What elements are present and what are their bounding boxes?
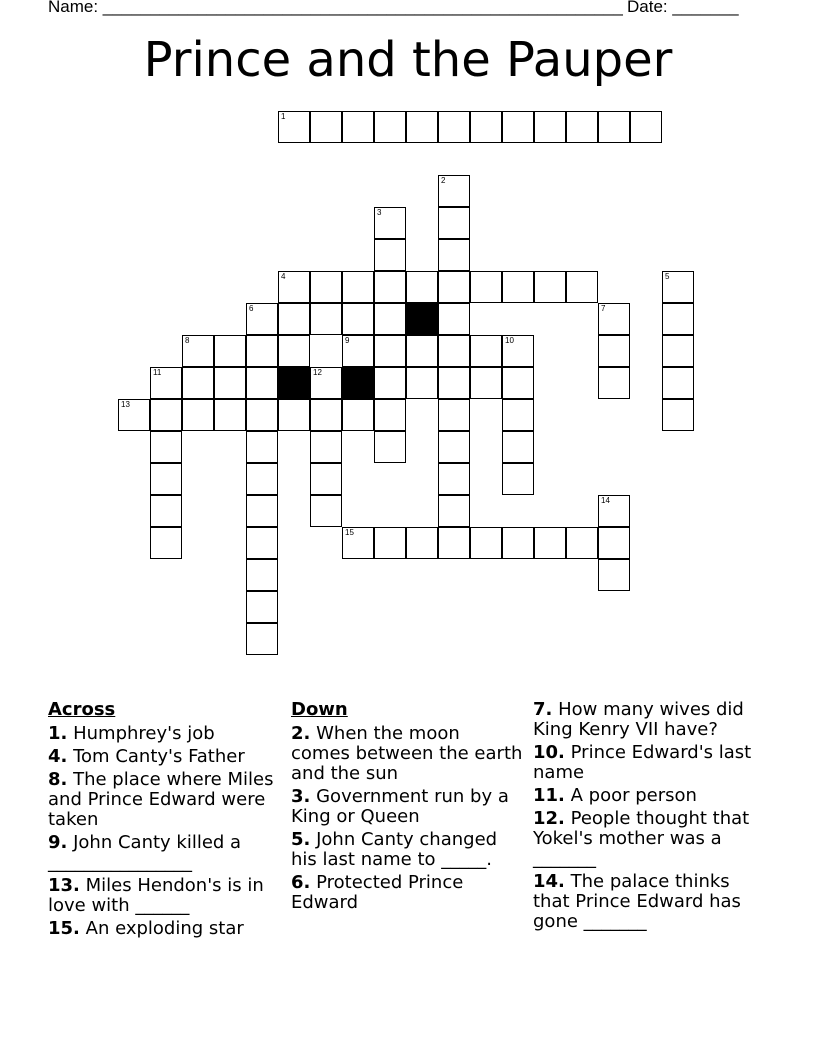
grid-cell[interactable]: [150, 463, 182, 495]
date-field[interactable]: Date: _______: [627, 0, 739, 16]
grid-cell[interactable]: [246, 367, 278, 399]
clue-number-label: 15: [345, 528, 354, 537]
grid-cell[interactable]: [246, 559, 278, 591]
clue-text: John Canty changed his last name to _____.: [291, 829, 498, 870]
grid-cell[interactable]: [502, 463, 534, 495]
grid-cell[interactable]: [310, 463, 342, 495]
grid-cell[interactable]: [150, 367, 182, 399]
grid-cell[interactable]: [534, 271, 566, 303]
grid-cell[interactable]: [374, 399, 406, 431]
clue-number-label: 12: [313, 368, 322, 377]
grid-cell[interactable]: [406, 335, 438, 367]
clue-text: When the moon comes between the earth and the sun: [291, 723, 523, 784]
clue-number-label: 3: [377, 208, 382, 217]
clue-text: Protected Prince Edward: [291, 872, 464, 913]
grid-cell[interactable]: [438, 527, 470, 559]
grid-cell[interactable]: [598, 303, 630, 335]
clue-number: 1.: [48, 723, 68, 744]
grid-cell[interactable]: [438, 111, 470, 143]
grid-cell[interactable]: [374, 431, 406, 463]
clue-number-label: 14: [601, 496, 610, 505]
grid-cell[interactable]: [470, 367, 502, 399]
grid-cell[interactable]: [598, 495, 630, 527]
clue-number: 15.: [48, 918, 80, 939]
grid-cell[interactable]: [246, 591, 278, 623]
grid-cell[interactable]: [310, 495, 342, 527]
grid-cell[interactable]: [278, 303, 310, 335]
clue-number: 10.: [533, 742, 565, 763]
clue-number: 6.: [291, 872, 311, 893]
grid-cell[interactable]: [310, 399, 342, 431]
grid-cell[interactable]: [246, 495, 278, 527]
clue-text: How many wives did King Kenry VII have?: [533, 699, 744, 740]
clues-column-1: [48, 700, 280, 942]
grid-cell[interactable]: [374, 239, 406, 271]
grid-cell[interactable]: [438, 463, 470, 495]
clue-number-label: 9: [345, 336, 350, 345]
grid-cell[interactable]: [470, 335, 502, 367]
clue: [291, 787, 523, 827]
clue-number: 4.: [48, 746, 68, 767]
grid-cell[interactable]: [502, 527, 534, 559]
grid-cell[interactable]: [470, 271, 502, 303]
grid-cell[interactable]: [438, 303, 470, 335]
grid-cell[interactable]: [438, 239, 470, 271]
grid-cell[interactable]: [374, 527, 406, 559]
clue: [48, 724, 280, 744]
clue: [291, 830, 523, 870]
clue: [48, 747, 280, 767]
puzzle-title: Prince and the Pauper: [143, 32, 673, 88]
grid-cell[interactable]: [662, 303, 694, 335]
clue-text: Humphrey's job: [73, 723, 215, 744]
grid-cell[interactable]: [310, 303, 342, 335]
clue-number-label: 5: [665, 272, 670, 281]
grid-cell[interactable]: [502, 111, 534, 143]
grid-cell[interactable]: [662, 335, 694, 367]
clue-number-label: 7: [601, 304, 606, 313]
grid-cell[interactable]: [374, 207, 406, 239]
grid-cell[interactable]: [534, 111, 566, 143]
grid-cell[interactable]: [374, 335, 406, 367]
grid-cell[interactable]: [502, 399, 534, 431]
grid-block: [278, 367, 310, 399]
clue-number-label: 10: [505, 336, 514, 345]
clue-number: 5.: [291, 829, 311, 850]
grid-cell[interactable]: [342, 303, 374, 335]
grid-cell[interactable]: [630, 111, 662, 143]
grid-cell[interactable]: [246, 399, 278, 431]
clue-number: 14.: [533, 871, 565, 892]
clue: [48, 770, 280, 830]
clue-number: 9.: [48, 832, 68, 853]
clue-number-label: 1: [281, 112, 286, 121]
grid-cell[interactable]: [470, 111, 502, 143]
grid-cell[interactable]: [214, 367, 246, 399]
clue-text: Tom Canty's Father: [73, 746, 245, 767]
clue: [533, 872, 765, 932]
grid-cell[interactable]: [374, 303, 406, 335]
grid-cell[interactable]: [438, 399, 470, 431]
grid-cell[interactable]: [118, 399, 150, 431]
grid-cell[interactable]: [278, 399, 310, 431]
grid-cell[interactable]: [246, 431, 278, 463]
grid-cell[interactable]: [246, 303, 278, 335]
clue-text: The place where Miles and Prince Edward were taken: [48, 769, 274, 830]
grid-cell[interactable]: [342, 111, 374, 143]
clues-column-2: [291, 700, 523, 916]
grid-cell[interactable]: [150, 399, 182, 431]
clue: [533, 809, 765, 869]
grid-cell[interactable]: [438, 207, 470, 239]
clue-number-label: 2: [441, 176, 446, 185]
clue-number-label: 6: [249, 304, 254, 313]
clue-text: John Canty killed a ________________: [48, 832, 242, 873]
grid-cell[interactable]: [406, 271, 438, 303]
clue-text: Government run by a King or Queen: [291, 786, 509, 827]
clue-number: 8.: [48, 769, 68, 790]
grid-cell[interactable]: [438, 271, 470, 303]
grid-cell[interactable]: [342, 527, 374, 559]
clue: [533, 786, 765, 806]
grid-cell[interactable]: [598, 111, 630, 143]
clue: [533, 743, 765, 783]
grid-cell[interactable]: [502, 431, 534, 463]
grid-cell[interactable]: [310, 271, 342, 303]
grid-cell[interactable]: [342, 335, 374, 367]
clue-number: 13.: [48, 875, 80, 896]
grid-cell[interactable]: [438, 367, 470, 399]
grid-cell[interactable]: [470, 527, 502, 559]
grid-cell[interactable]: [182, 335, 214, 367]
grid-cell[interactable]: [534, 527, 566, 559]
clue: [48, 919, 280, 939]
grid-cell[interactable]: [278, 271, 310, 303]
grid-cell[interactable]: [438, 495, 470, 527]
grid-cell[interactable]: [182, 367, 214, 399]
grid-cell[interactable]: [150, 431, 182, 463]
grid-block: [406, 303, 438, 335]
clue-text: An exploding star: [85, 918, 244, 939]
grid-block: [342, 367, 374, 399]
clue-number-label: 4: [281, 272, 286, 281]
grid-cell[interactable]: [182, 399, 214, 431]
clue-number: 12.: [533, 808, 565, 829]
across-heading: Across: [48, 699, 116, 720]
grid-cell[interactable]: [406, 367, 438, 399]
clue-number-label: 8: [185, 336, 190, 345]
grid-cell[interactable]: [502, 271, 534, 303]
grid-cell[interactable]: [406, 527, 438, 559]
clue-number-label: 11: [153, 368, 162, 377]
clue-text: The palace thinks that Prince Edward has gone _______: [533, 871, 741, 932]
grid-cell[interactable]: [214, 399, 246, 431]
grid-cell[interactable]: [310, 111, 342, 143]
grid-cell[interactable]: [598, 527, 630, 559]
grid-cell[interactable]: [374, 111, 406, 143]
grid-cell[interactable]: [502, 335, 534, 367]
grid-cell[interactable]: [438, 335, 470, 367]
grid-cell[interactable]: [246, 335, 278, 367]
clue-text: People thought that Yokel's mother was a _______: [533, 808, 750, 869]
down-heading: Down: [291, 699, 348, 720]
grid-cell[interactable]: [662, 367, 694, 399]
grid-cell[interactable]: [502, 367, 534, 399]
grid-cell[interactable]: [662, 271, 694, 303]
grid-cell[interactable]: [342, 271, 374, 303]
grid-cell[interactable]: [342, 399, 374, 431]
clue-text: Miles Hendon's is in love with ______: [48, 875, 264, 916]
clue-text: A poor person: [570, 785, 697, 806]
grid-cell[interactable]: [438, 175, 470, 207]
clue-number: 2.: [291, 723, 311, 744]
clue: [48, 876, 280, 916]
clue: [48, 833, 280, 873]
name-field[interactable]: Name: _______________________________________________________: [48, 0, 623, 16]
grid-cell[interactable]: [598, 367, 630, 399]
grid-cell[interactable]: [150, 495, 182, 527]
clue: [533, 700, 765, 740]
grid-cell[interactable]: [278, 335, 310, 367]
grid-cell[interactable]: [310, 367, 342, 399]
grid-cell[interactable]: [374, 367, 406, 399]
grid-cell[interactable]: [662, 399, 694, 431]
clue-text: Prince Edward's last name: [533, 742, 752, 783]
grid-cell[interactable]: [150, 527, 182, 559]
grid-cell[interactable]: [438, 431, 470, 463]
grid-cell[interactable]: [566, 271, 598, 303]
grid-cell[interactable]: [566, 527, 598, 559]
clue-number: 7.: [533, 699, 553, 720]
grid-cell[interactable]: [246, 527, 278, 559]
grid-cell[interactable]: [598, 559, 630, 591]
clue: [291, 873, 523, 913]
clues-column-3: [533, 700, 765, 935]
grid-cell[interactable]: [406, 111, 438, 143]
grid-cell[interactable]: [374, 271, 406, 303]
clue: [291, 724, 523, 784]
clue-number: 3.: [291, 786, 311, 807]
grid-cell[interactable]: [214, 335, 246, 367]
grid-cell[interactable]: [278, 111, 310, 143]
grid-cell[interactable]: [246, 623, 278, 655]
grid-cell[interactable]: [246, 463, 278, 495]
clue-number: 11.: [533, 785, 565, 806]
grid-cell[interactable]: [310, 431, 342, 463]
grid-cell[interactable]: [598, 335, 630, 367]
grid-cell[interactable]: [566, 111, 598, 143]
clue-number-label: 13: [121, 400, 130, 409]
